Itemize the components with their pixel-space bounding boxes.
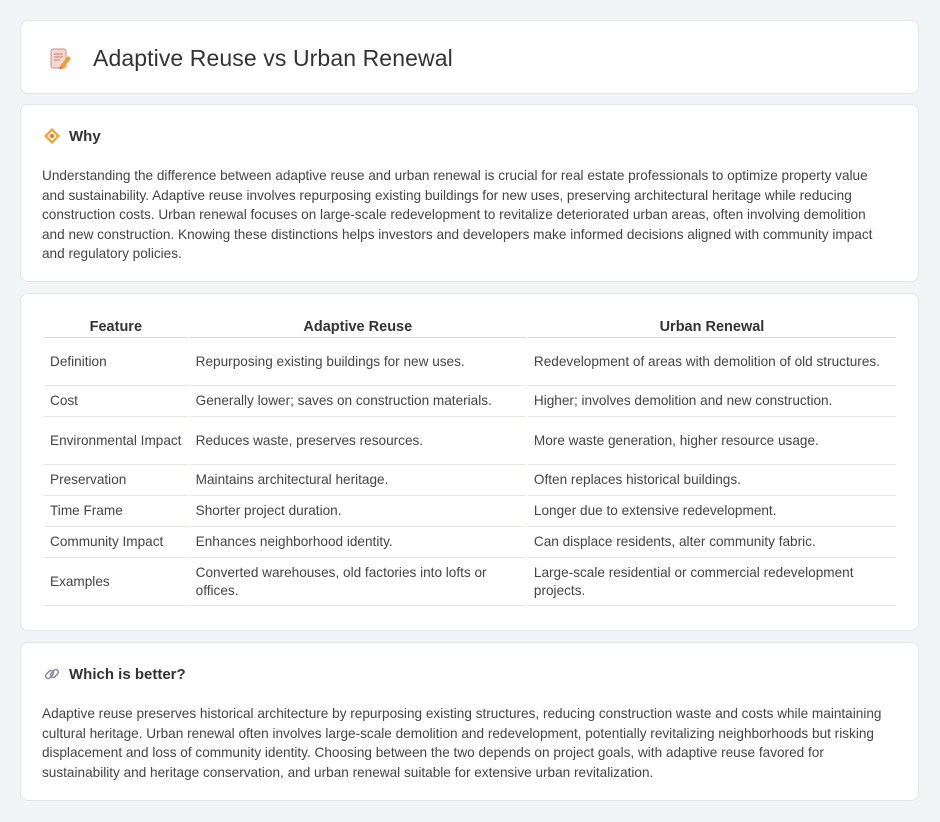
document-pencil-icon: [47, 46, 73, 72]
which-is-better-text: Adaptive reuse preserves historical architecture by repurposing existing structures, reducing construction waste and costs while maintaining cultural heritage. Urban renewal often involves large-scale demolition and redevelopment, potentially revitalizing neighborhoods but risking displacement and loss of community identity. Choosing between the two depends on project goals, with adaptive reuse favored for sustainability and heritage conservation, and urban renewal suitable for extensive urban revitalization.: [42, 706, 882, 780]
diamond-sign-icon: [43, 127, 61, 145]
urban-renewal-cell: Longer due to extensive redevelopment.: [528, 496, 896, 527]
urban-renewal-cell: More waste generation, higher resource usage.: [528, 417, 896, 465]
adaptive-reuse-cell: Converted warehouses, old factories into lofts or offices.: [190, 558, 526, 606]
table-row: [44, 527, 896, 558]
feature-cell: Definition: [44, 338, 188, 386]
adaptive-reuse-cell: Reduces waste, preserves resources.: [190, 417, 526, 465]
urban-renewal-cell: Often replaces historical buildings.: [528, 465, 896, 496]
table-row: [44, 558, 896, 606]
feature-cell: Cost: [44, 386, 188, 417]
urban-renewal-cell: Redevelopment of areas with demolition of old structures.: [528, 338, 896, 386]
which-is-better-heading: Which is better?: [69, 665, 186, 683]
urban-renewal-cell: Large-scale residential or commercial redevelopment projects.: [528, 558, 896, 606]
adaptive-reuse-cell: Shorter project duration.: [190, 496, 526, 527]
feature-cell: Time Frame: [44, 496, 188, 527]
feature-cell: Preservation: [44, 465, 188, 496]
comparison-card: [20, 293, 919, 631]
which-is-better-section: [20, 642, 919, 801]
adaptive-reuse-cell: Generally lower; saves on construction materials.: [190, 386, 526, 417]
column-header-adaptive-reuse: Adaptive Reuse: [190, 316, 526, 338]
adaptive-reuse-cell: Repurposing existing buildings for new uses.: [190, 338, 526, 386]
table-row: [44, 496, 896, 527]
urban-renewal-cell: Higher; involves demolition and new construction.: [528, 386, 896, 417]
header-card: [20, 20, 919, 94]
table-row: [44, 338, 896, 386]
page-title: Adaptive Reuse vs Urban Renewal: [93, 45, 453, 71]
column-header-feature: Feature: [44, 316, 188, 338]
comparison-table: [42, 316, 898, 606]
table-row: [44, 465, 896, 496]
why-heading: Why: [69, 127, 101, 145]
link-icon: [43, 665, 61, 683]
adaptive-reuse-cell: Maintains architectural heritage.: [190, 465, 526, 496]
feature-cell: Environmental Impact: [44, 417, 188, 465]
feature-cell: Examples: [44, 558, 188, 606]
why-text: Understanding the difference between adaptive reuse and urban renewal is crucial for real estate professionals to optimize property value and sustainability. Adaptive reuse involves repurposing existing buildings for new uses, preserving architectural heritage while reducing construction costs. Urban renewal focuses on large-scale redevelopment to revitalize deteriorated urban areas, often involving demolition and new construction. Knowing these distinctions helps investors and developers make informed decisions aligned with community impact and regulatory policies.: [42, 168, 873, 261]
adaptive-reuse-cell: Enhances neighborhood identity.: [190, 527, 526, 558]
table-row: [44, 417, 896, 465]
feature-cell: Community Impact: [44, 527, 188, 558]
urban-renewal-cell: Can displace residents, alter community fabric.: [528, 527, 896, 558]
table-header-row: [44, 316, 896, 338]
why-section: [20, 104, 919, 282]
table-row: [44, 386, 896, 417]
column-header-urban-renewal: Urban Renewal: [528, 316, 896, 338]
